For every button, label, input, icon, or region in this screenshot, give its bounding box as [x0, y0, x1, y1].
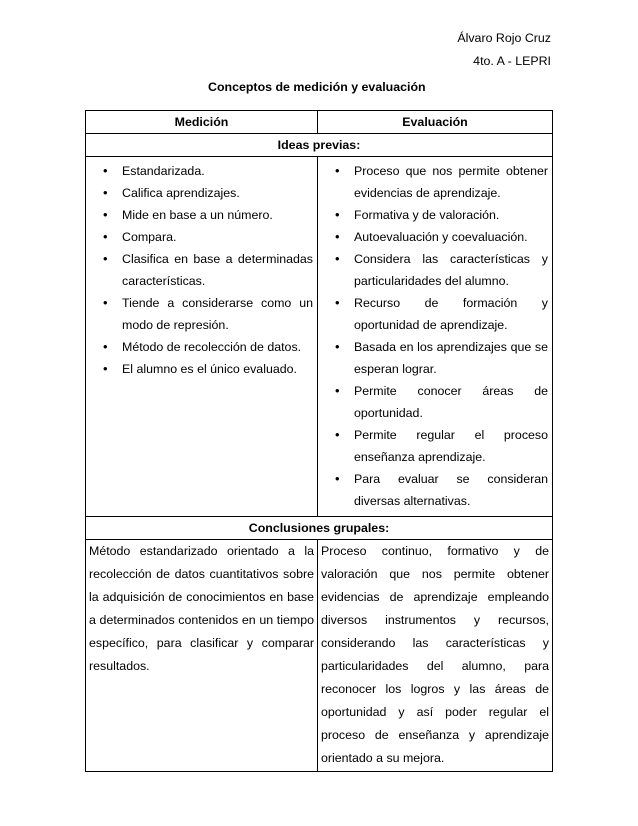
medicion-list	[90, 157, 313, 384]
list-item: • Considera las características y particularidades del alumno.	[322, 248, 548, 292]
medicion-ideas-cell	[86, 157, 318, 517]
list-item: • Clasifica en base a determinadas características.	[90, 248, 313, 292]
list-item: • Método de recolección de datos.	[90, 336, 313, 358]
list-item: • El alumno es el único evaluado.	[90, 358, 313, 380]
list-item: • Basada en los aprendizajes que se esperan lograr.	[322, 336, 548, 380]
section-ideas-previas: Ideas previas:	[86, 134, 553, 157]
list-item: • Autoevaluación y coevaluación.	[322, 226, 548, 248]
conclusions-row	[86, 540, 553, 772]
header-medicion: Medición	[86, 111, 318, 134]
evaluacion-ideas-cell	[318, 157, 553, 517]
list-item: • Proceso que nos permite obtener evidencias de aprendizaje.	[322, 160, 548, 204]
conclusion-medicion: Método estandarizado orientado a la recolección de datos cuantitativos sobre la adquisición de conocimientos en base a determinados contenidos en un tiempo específico, para clasificar y comparar resultados.	[86, 540, 318, 772]
list-item: • Permite conocer áreas de oportunidad.	[322, 380, 548, 424]
author-name: Álvaro Rojo Cruz	[457, 31, 551, 45]
list-item: • Estandarizada.	[90, 160, 313, 182]
list-item: • Para evaluar se consideran diversas alternativas.	[322, 468, 548, 512]
list-item: • Recurso de formación y oportunidad de aprendizaje.	[322, 292, 548, 336]
conclusion-evaluacion: Proceso continuo, formativo y de valoración que nos permite obtener evidencias de aprendizaje empleando diversos instrumentos y recursos, considerando las características y particularidades del alumno, para reconocer los logros y las áreas de oportunidad y así poder regular el proceso de enseñanza y aprendizaje orientado a su mejora.	[318, 540, 553, 772]
author-group: 4to. A - LEPRI	[473, 54, 551, 68]
author-block	[457, 27, 551, 73]
document-title: Conceptos de medición y evaluación	[208, 80, 426, 94]
header-evaluacion: Evaluación	[318, 111, 553, 134]
list-item: • Permite regular el proceso enseñanza aprendizaje.	[322, 424, 548, 468]
list-item: • Califica aprendizajes.	[90, 182, 313, 204]
evaluacion-list	[322, 157, 548, 516]
section-row-ideas	[86, 134, 553, 157]
header-row	[86, 111, 553, 134]
list-item: • Mide en base a un número.	[90, 204, 313, 226]
ideas-row	[86, 157, 553, 517]
list-item: • Tiende a considerarse como un modo de represión.	[90, 292, 313, 336]
comparison-table	[85, 110, 553, 772]
list-item: • Formativa y de valoración.	[322, 204, 548, 226]
section-row-conclusiones	[86, 517, 553, 540]
list-item: • Compara.	[90, 226, 313, 248]
section-conclusiones-grupales: Conclusiones grupales:	[86, 517, 553, 540]
